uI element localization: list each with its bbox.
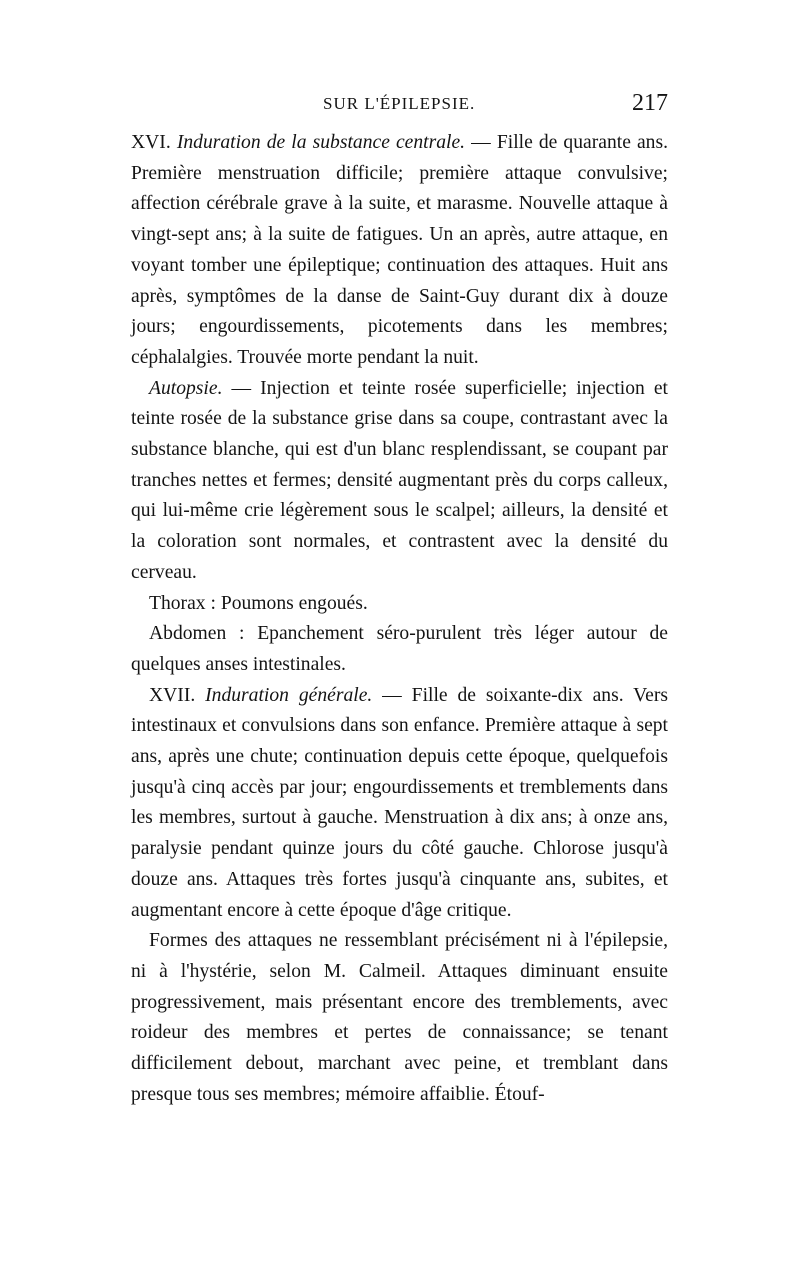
case-number: XVII. (149, 684, 196, 706)
body-text (131, 128, 668, 1111)
paragraph-text: — Fille de quarante ans. Première menstruation difficile; première attaque convulsive; affection cérébrale grave à la suite, et marasme. Nouvelle attaque à vingt-sept ans; à la suite de fatigues. Un an après, autre attaque, en voyant tomber une épileptique; continuation des attaques. Huit ans après, symptômes de la danse de Saint-Guy durant dix à douze jours; engourdissements, picotements dans les membres; céphalalgies. Trouvée morte pendant la nuit. (131, 132, 668, 368)
paragraph-abdomen (131, 619, 668, 680)
case-title: Induration générale. (205, 684, 373, 706)
page-number: 217 (632, 90, 668, 116)
paragraph-text: — Fille de soixante-dix ans. Vers intestinaux et convulsions dans son enfance. Première attaque à sept ans, après une chute; continuation depuis cette époque, quelquefois jusqu'à cinq accès par jour; engourdissements et tremblements dans les membres, surtout à gauche. Menstruation à dix ans; à onze ans, paralysie pendant quinze jours du côté gauche. Chlorose jusqu'à douze ans. Attaques très fortes jusqu'à cinquante ans, subites, et augmentant encore à cette époque d'âge critique. (131, 684, 668, 921)
running-head (131, 92, 668, 128)
running-title: SUR L'ÉPILEPSIE. (323, 94, 476, 113)
case-number: XVI. (131, 132, 171, 153)
book-page (131, 92, 668, 1111)
paragraph-case-xvii (131, 681, 668, 927)
paragraph-autopsie (131, 374, 668, 589)
section-label: Autopsie. (149, 377, 223, 399)
paragraph-thorax (131, 589, 668, 620)
paragraph-text: Thorax : Poumons engoués. (149, 592, 368, 614)
paragraph-case-xvi (131, 128, 668, 374)
paragraph-text: — Injection et teinte rosée superficielle; injection et teinte rosée de la substance grise dans sa coupe, contrastant avec la substance blanche, qui est d'un blanc resplendissant, se coupant par tranches nettes et fermes; densité augmentant près du corps calleux, qui lui-même crie légèrement sous le scalpel; ailleurs, la densité et la coloration sont normales, et contrastent avec la densité du cerveau. (131, 377, 668, 583)
paragraph-text: Formes des attaques ne ressemblant précisément ni à l'épilepsie, ni à l'hystérie, selon M. Calmeil. Attaques diminuant ensuite progressivement, mais présentant encore des tremblements, avec roideur des membres et pertes de connaissance; se tenant difficilement debout, marchant avec peine, et tremblant dans presque tous ses membres; mémoire affaiblie. Étouf- (131, 930, 668, 1105)
paragraph-formes (131, 926, 668, 1110)
paragraph-text: Abdomen : Epanchement séro-purulent très léger autour de quelques anses intestinales. (131, 623, 668, 675)
case-title: Induration de la substance centrale. (176, 132, 466, 153)
